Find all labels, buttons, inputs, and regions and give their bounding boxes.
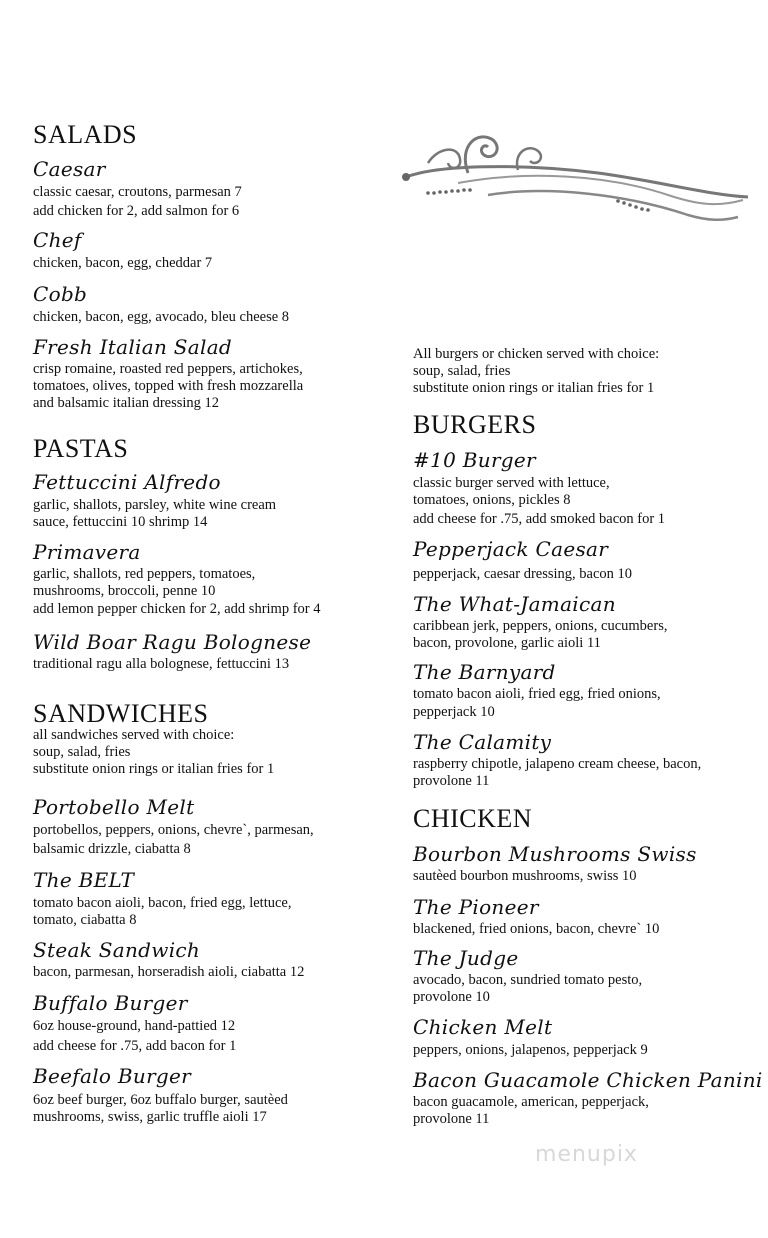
sandwiches-intro-3: substitute onion rings or italian fries for 1 (33, 761, 275, 777)
pioneer-desc-1: blackened, fried onions, bacon, chevre` 10 (413, 921, 660, 937)
what-jamaican-desc-1: caribbean jerk, peppers, onions, cucumbers, (413, 618, 668, 634)
caesar-desc-2: add chicken for 2, add salmon for 6 (33, 203, 240, 219)
primavera-desc-1: garlic, shallots, red peppers, tomatoes, (33, 566, 256, 582)
burger-intro-2: soup, salad, fries (413, 363, 511, 379)
alfredo-name: Fettuccini Alfredo (33, 470, 221, 494)
pepperjack-caesar-name: Pepperjack Caesar (413, 537, 609, 561)
belt-desc-2: tomato, ciabatta 8 (33, 912, 137, 928)
caesar-desc-1: classic caesar, croutons, parmesan 7 (33, 184, 242, 200)
barnyard-desc-1: tomato bacon aioli, fried egg, fried onions, (413, 686, 661, 702)
caesar-name: Caesar (33, 157, 106, 181)
primavera-name: Primavera (33, 540, 141, 564)
bacon-guac-panini-desc-2: provolone 11 (413, 1111, 490, 1127)
belt-name: The BELT (33, 868, 135, 892)
alfredo-desc-1: garlic, shallots, parsley, white wine cream (33, 497, 277, 513)
belt-desc-1: tomato bacon aioli, bacon, fried egg, lettuce, (33, 895, 292, 911)
bacon-guac-panini-name: Bacon Guacamole Chicken Panini (413, 1068, 763, 1092)
cobb-desc-1: chicken, bacon, egg, avocado, bleu cheese 8 (33, 309, 290, 325)
salads-heading: SALADS (33, 120, 138, 149)
pastas-heading: PASTAS (33, 434, 129, 463)
barnyard-desc-2: pepperjack 10 (413, 704, 495, 720)
beefalo-burger-name: Beefalo Burger (33, 1064, 192, 1088)
buffalo-burger-desc-1: 6oz house-ground, hand-pattied 12 (33, 1018, 236, 1034)
beefalo-burger-desc-2: mushrooms, swiss, garlic truffle aioli 17 (33, 1109, 267, 1125)
judge-desc-2: provolone 10 (413, 989, 490, 1005)
cobb-name: Cobb (33, 282, 88, 306)
ten-burger-name: #10 Burger (413, 448, 536, 472)
sandwiches-intro-2: soup, salad, fries (33, 744, 131, 760)
chicken-heading: CHICKEN (413, 804, 533, 833)
bacon-guac-panini-desc-1: bacon guacamole, american, pepperjack, (413, 1094, 649, 1110)
italian-salad-name: Fresh Italian Salad (33, 335, 233, 359)
bourbon-mushrooms-name: Bourbon Mushrooms Swiss (413, 842, 697, 866)
portobello-desc-1: portobellos, peppers, onions, chevre`, parmesan, (33, 822, 314, 838)
ten-burger-desc-3: add cheese for .75, add smoked bacon for 1 (413, 511, 666, 527)
primavera-desc-2: mushrooms, broccoli, penne 10 (33, 583, 216, 599)
steak-sandwich-name: Steak Sandwich (33, 938, 201, 962)
burgers-heading: BURGERS (413, 410, 537, 439)
pioneer-name: The Pioneer (413, 895, 539, 919)
beefalo-burger-desc-1: 6oz beef burger, 6oz buffalo burger, sautèed (33, 1092, 288, 1108)
italian-salad-desc-2: tomatoes, olives, topped with fresh mozzarella (33, 378, 304, 394)
buffalo-burger-desc-2: add cheese for .75, add bacon for 1 (33, 1038, 237, 1054)
buffalo-burger-name: Buffalo Burger (33, 991, 188, 1015)
decorative-swirl (398, 125, 753, 230)
barnyard-name: The Barnyard (413, 660, 556, 684)
pepperjack-caesar-desc-1: pepperjack, caesar dressing, bacon 10 (413, 566, 633, 582)
boar-ragu-name: Wild Boar Ragu Bolognese (33, 630, 312, 654)
chef-name: Chef (33, 228, 82, 252)
judge-desc-1: avocado, bacon, sundried tomato pesto, (413, 972, 643, 988)
calamity-name: The Calamity (413, 730, 552, 754)
burger-intro-1: All burgers or chicken served with choice: (413, 346, 660, 362)
chef-desc-1: chicken, bacon, egg, cheddar 7 (33, 255, 213, 271)
italian-salad-desc-1: crisp romaine, roasted red peppers, artichokes, (33, 361, 303, 377)
boar-ragu-desc-1: traditional ragu alla bolognese, fettuccini 13 (33, 656, 290, 672)
bourbon-mushrooms-desc-1: sautèed bourbon mushrooms, swiss 10 (413, 868, 637, 884)
italian-salad-desc-3: and balsamic italian dressing 12 (33, 395, 220, 411)
burger-intro-3: substitute onion rings or italian fries for 1 (413, 380, 655, 396)
menupix-watermark: menupix (535, 1142, 638, 1167)
sandwiches-intro-1: all sandwiches served with choice: (33, 727, 235, 743)
what-jamaican-name: The What-Jamaican (413, 592, 616, 616)
ten-burger-desc-1: classic burger served with lettuce, (413, 475, 610, 491)
judge-name: The Judge (413, 946, 519, 970)
chicken-melt-name: Chicken Melt (413, 1015, 553, 1039)
portobello-desc-2: balsamic drizzle, ciabatta 8 (33, 841, 191, 857)
chicken-melt-desc-1: peppers, onions, jalapenos, pepperjack 9 (413, 1042, 648, 1058)
sandwiches-heading: SANDWICHES (33, 699, 209, 728)
ten-burger-desc-2: tomatoes, onions, pickles 8 (413, 492, 571, 508)
primavera-desc-3: add lemon pepper chicken for 2, add shrimp for 4 (33, 601, 321, 617)
steak-sandwich-desc-1: bacon, parmesan, horseradish aioli, ciabatta 12 (33, 964, 305, 980)
portobello-name: Portobello Melt (33, 795, 195, 819)
calamity-desc-1: raspberry chipotle, jalapeno cream cheese, bacon, (413, 756, 702, 772)
calamity-desc-2: provolone 11 (413, 773, 490, 789)
alfredo-desc-2: sauce, fettuccini 10 shrimp 14 (33, 514, 208, 530)
what-jamaican-desc-2: bacon, provolone, garlic aioli 11 (413, 635, 601, 651)
